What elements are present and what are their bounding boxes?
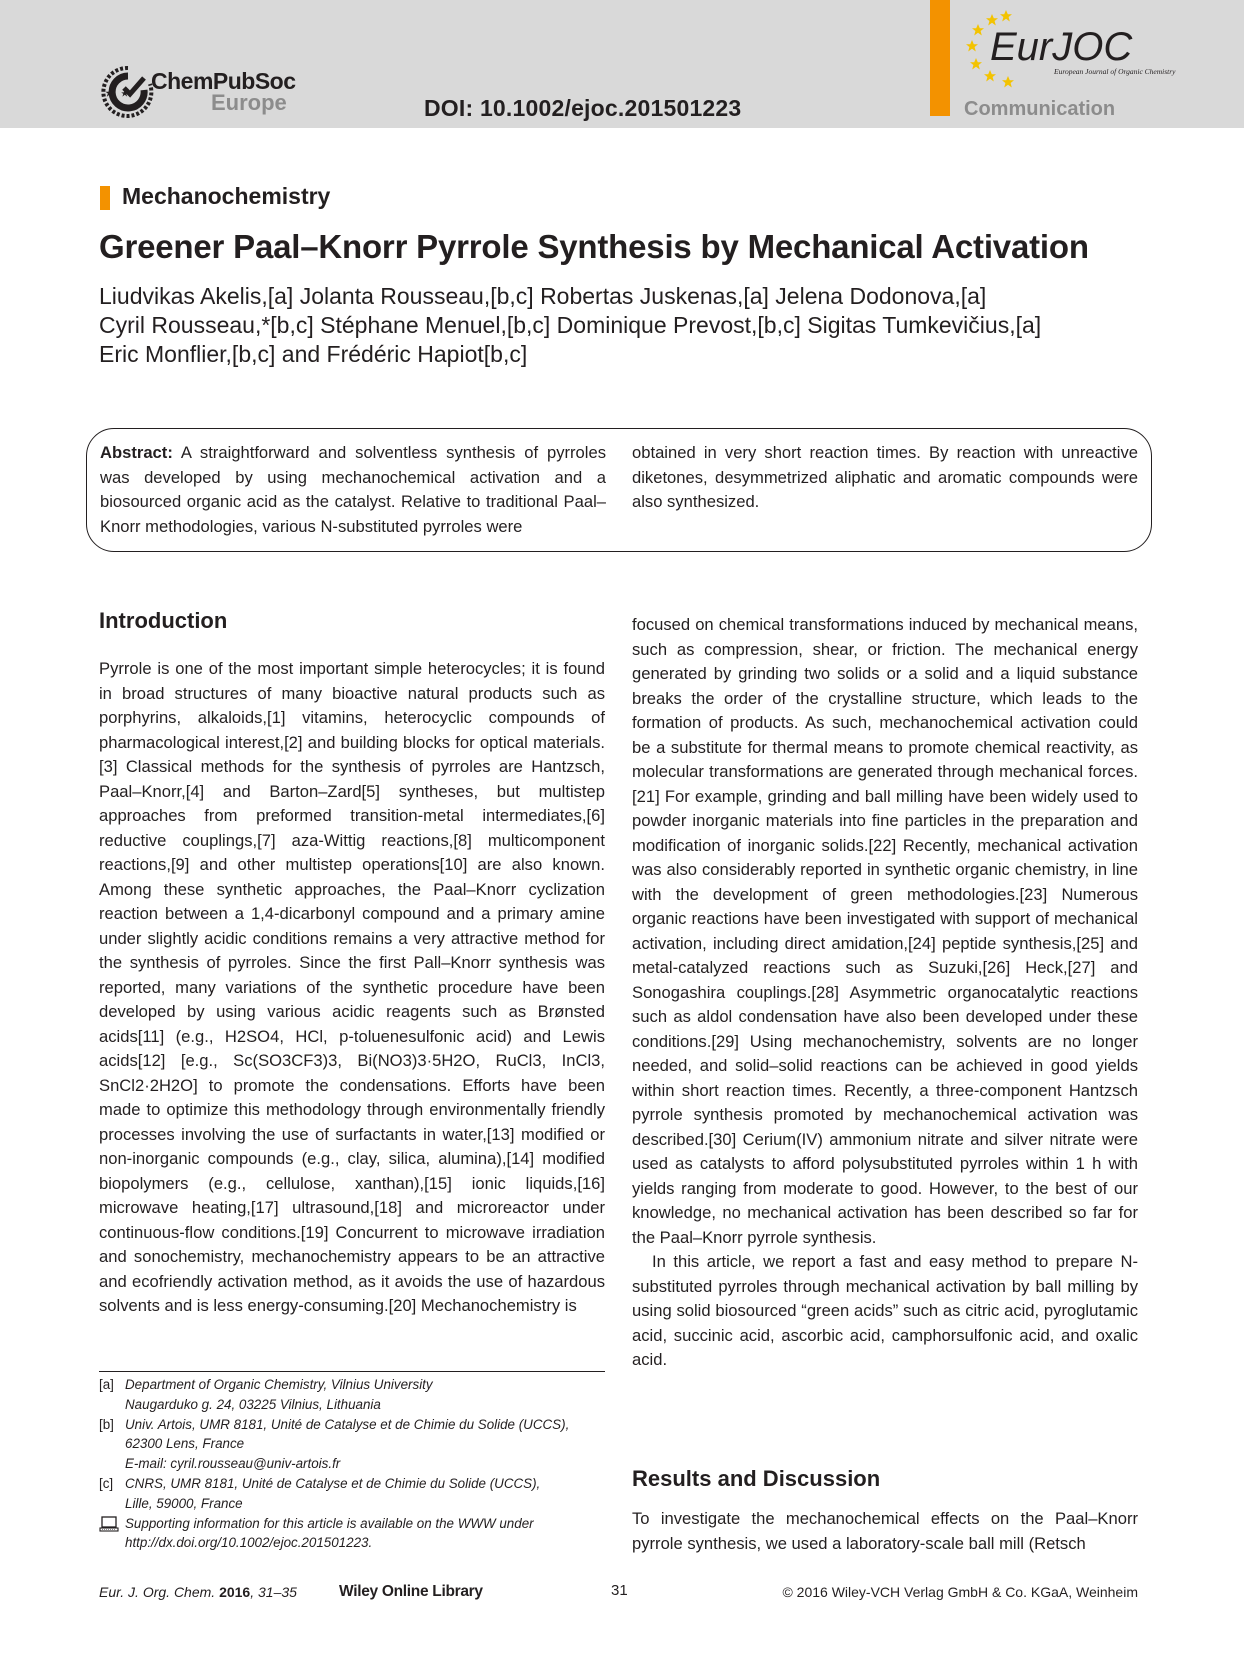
doi[interactable]: DOI: 10.1002/ejoc.201501223 <box>424 95 742 121</box>
article-type: Communication <box>964 98 1116 120</box>
introduction-heading: Introduction <box>99 608 228 633</box>
footnote-key: [b] <box>99 1416 114 1432</box>
eurjoc-logo <box>962 8 1176 92</box>
authors-line-3: Eric Monflier,[b,c] and Frédéric Hapiot[b,c] <box>99 341 528 367</box>
author-list <box>99 282 1159 369</box>
journal-logo-subtitle: European Journal of Organic Chemistry <box>1054 67 1176 76</box>
article-title: Greener Paal–Knorr Pyrrole Synthesis by Mechanical Activation <box>99 228 1089 265</box>
journal-citation: Eur. J. Org. Chem. 2016, 31–35 <box>99 1584 297 1600</box>
journal-logo-text: EurJOC <box>990 25 1133 69</box>
email-link[interactable]: E-mail: cyril.rousseau@univ-artois.fr <box>125 1456 341 1472</box>
journal-abbrev: Eur. J. Org. Chem. <box>99 1584 216 1600</box>
publisher-name: ChemPubSoc <box>151 68 296 94</box>
footnote-key: [c] <box>99 1475 114 1491</box>
introduction-right-para-2: In this article, we report a fast and easy method to prepare N-substituted pyrroles through mechanical activation by ball milling by using solid biosourced “green acids” such as citric acid, pyroglutamic acid, succinic acid, ascorbic acid, camphorsulfonic acid, and oxalic acid. <box>632 1252 1138 1369</box>
authors-line-2: Cyril Rousseau,*[b,c] Stéphane Menuel,[b,c] Dominique Prevost,[b,c] Sigitas Tumkevičius,[a] <box>99 312 1042 338</box>
journal-year: 2016 <box>219 1584 251 1600</box>
publisher-region: Europe <box>211 90 287 115</box>
introduction-right-para-1: focused on chemical transformations induced by mechanical means, such as compression, shear, or friction. The mechanical energy generated by grinding two solids or a solid and a liquid substance breaks the order of the crystalline structure, which leads to the formation of products. As such, mechanochemical activation could be a substitute for thermal means to promote chemical reactivity, as molecular transformations are generated through mechanical forces.[21] For example, grinding and ball milling have been widely used to powder inorganic materials into fine particles in the preparation and modification of inorganic solids.[22] Recently, mechanical activation was also considerably reported in synthetic organic chemistry, in line with the development of green methodologies.[23] Numerous organic reactions have been investigated with support of mechanical activation, including direct amidation,[24] peptide synthesis,[25] and metal-catalyzed reactions such as Suzuki,[26] Heck,[27] and Sonogashira couplings.[28] Asymmetric organocatalytic reactions such as aldol condensation have also been developed under these conditions.[29] Using mechanochemistry, solvents are no longer needed, and solid–solid reactions can be achieved in good yields within short reaction times. Recently, a three-component Hantzsch pyrrole synthesis promoted by mechanochemical activation was described.[30] Cerium(IV) ammonium nitrate and silver nitrate were used as catalysts to afford polysubstituted pyrroles within 1 h with yields ranging from moderate to good. However, to the best of our knowledge, no mechanical activation has been described so far for the Paal–Knorr pyrrole synthesis. <box>632 615 1138 1247</box>
footnote-line: Lille, 59000, France <box>125 1495 243 1511</box>
header-accent-bar <box>930 0 950 116</box>
supporting-info-link[interactable]: http://dx.doi.org/10.1002/ejoc.201501223. <box>125 1535 373 1551</box>
authors-line-1: Liudvikas Akelis,[a] Jolanta Rousseau,[b,c] Robertas Juskenas,[a] Jelena Dodonova,[a] <box>99 283 987 309</box>
chempubsoc-logo-icon <box>98 62 158 122</box>
introduction-right-column <box>632 613 1138 1373</box>
footnote-line: 62300 Lens, France <box>125 1436 245 1452</box>
copyright: © 2016 Wiley-VCH Verlag GmbH & Co. KGaA, Weinheim <box>782 1584 1138 1600</box>
footnote-line: CNRS, UMR 8181, Unité de Catalyse et de Chimie du Solide (UCCS), <box>125 1475 541 1491</box>
introduction-left-column <box>99 657 605 1319</box>
wiley-online-library-link[interactable]: Wiley Online Library <box>339 1583 483 1600</box>
footnote-line: Department of Organic Chemistry, Vilnius University <box>125 1377 433 1392</box>
affiliation-b <box>99 1415 605 1474</box>
affiliations <box>99 1375 605 1553</box>
abstract-column-2: obtained in very short reaction times. By reaction with unreactive diketones, desymmetrized aliphatic and aromatic compounds were also synthesized. <box>632 443 1138 511</box>
footnote-divider <box>99 1371 605 1372</box>
affiliation-a <box>99 1375 605 1415</box>
results-column <box>632 1507 1138 1556</box>
footnote-line: Naugarduko g. 24, 03225 Vilnius, Lithuania <box>125 1396 381 1412</box>
results-text: To investigate the mechanochemical effects on the Paal–Knorr pyrrole synthesis, we used a laboratory-scale ball mill (Retsch <box>632 1509 1138 1553</box>
abstract-column-1 <box>100 441 606 539</box>
footnote-line: Supporting information for this article is available on the WWW under <box>125 1515 534 1531</box>
results-heading: Results and Discussion <box>632 1466 881 1491</box>
footnote-key: [a] <box>99 1377 114 1392</box>
abstract-text-1: A straightforward and solventless synthesis of pyrroles was developed by using mechanochemical activation and a biosourced organic acid as the catalyst. Relative to traditional Paal–Knorr methodologies, various N-substituted pyrroles were <box>100 443 606 536</box>
abstract-label: Abstract: <box>100 443 173 462</box>
introduction-left-text: Pyrrole is one of the most important simple heterocycles; it is found in broad structures of many bioactive natural products such as porphyrins, alkaloids,[1] vitamins, heterocyclic compounds of pharmacological interest,[2] and building blocks for optical materials.[3] Classical methods for the synthesis of pyrroles are Hantzsch, Paal–Knorr,[4] and Barton–Zard[5] syntheses, but multistep approaches from preformed transition-metal intermediates,[6] reductive couplings,[7] aza-Wittig reactions,[8] multicomponent reactions,[9] and other multistep operations[10] are also known. Among these synthetic approaches, the Paal–Knorr cyclization reaction between a 1,4-dicarbonyl compound and a primary amine under slightly acidic conditions remains a very attractive method for the synthesis of pyrroles. Since the first Pall–Knorr synthesis was reported, many variations of the synthetic procedure have been developed by using various acidic reagents such as Brønsted acids[11] (e.g., H2SO4, HCl, p-toluenesulfonic acid) and Lewis acids[12] [e.g., Sc(SO3CF3)3, Bi(NO3)3·5H2O, RuCl3, InCl3, SnCl2·2H2O] to promote the condensations. Efforts have been made to optimize this methodology through environmentally friendly processes involving the use of surfactants in water,[13] modified or non-inorganic compounds (e.g., clay, silica, alumina),[14] modified biopolymers (e.g., cellulose, xanthan),[15] ionic liquids,[16] microwave heating,[17] ultrasound,[18] and microreactor under continuous-flow conditions.[19] Concurrent to microwave irradiation and sonochemistry, mechanochemistry appears to be an attractive and ecofriendly activation method, as it avoids the use of hazardous solvents and is less energy-consuming.[20] Mechanochemistry is <box>99 659 605 1315</box>
footnote-line: Univ. Artois, UMR 8181, Unité de Catalyse et de Chimie du Solide (UCCS), <box>125 1416 570 1432</box>
affiliation-c <box>99 1474 605 1514</box>
supporting-information-note <box>99 1514 605 1554</box>
page-range: 31–35 <box>258 1584 297 1600</box>
computer-icon <box>99 1516 119 1532</box>
page-number: 31 <box>611 1582 628 1599</box>
section-label: Mechanochemistry <box>100 183 330 210</box>
